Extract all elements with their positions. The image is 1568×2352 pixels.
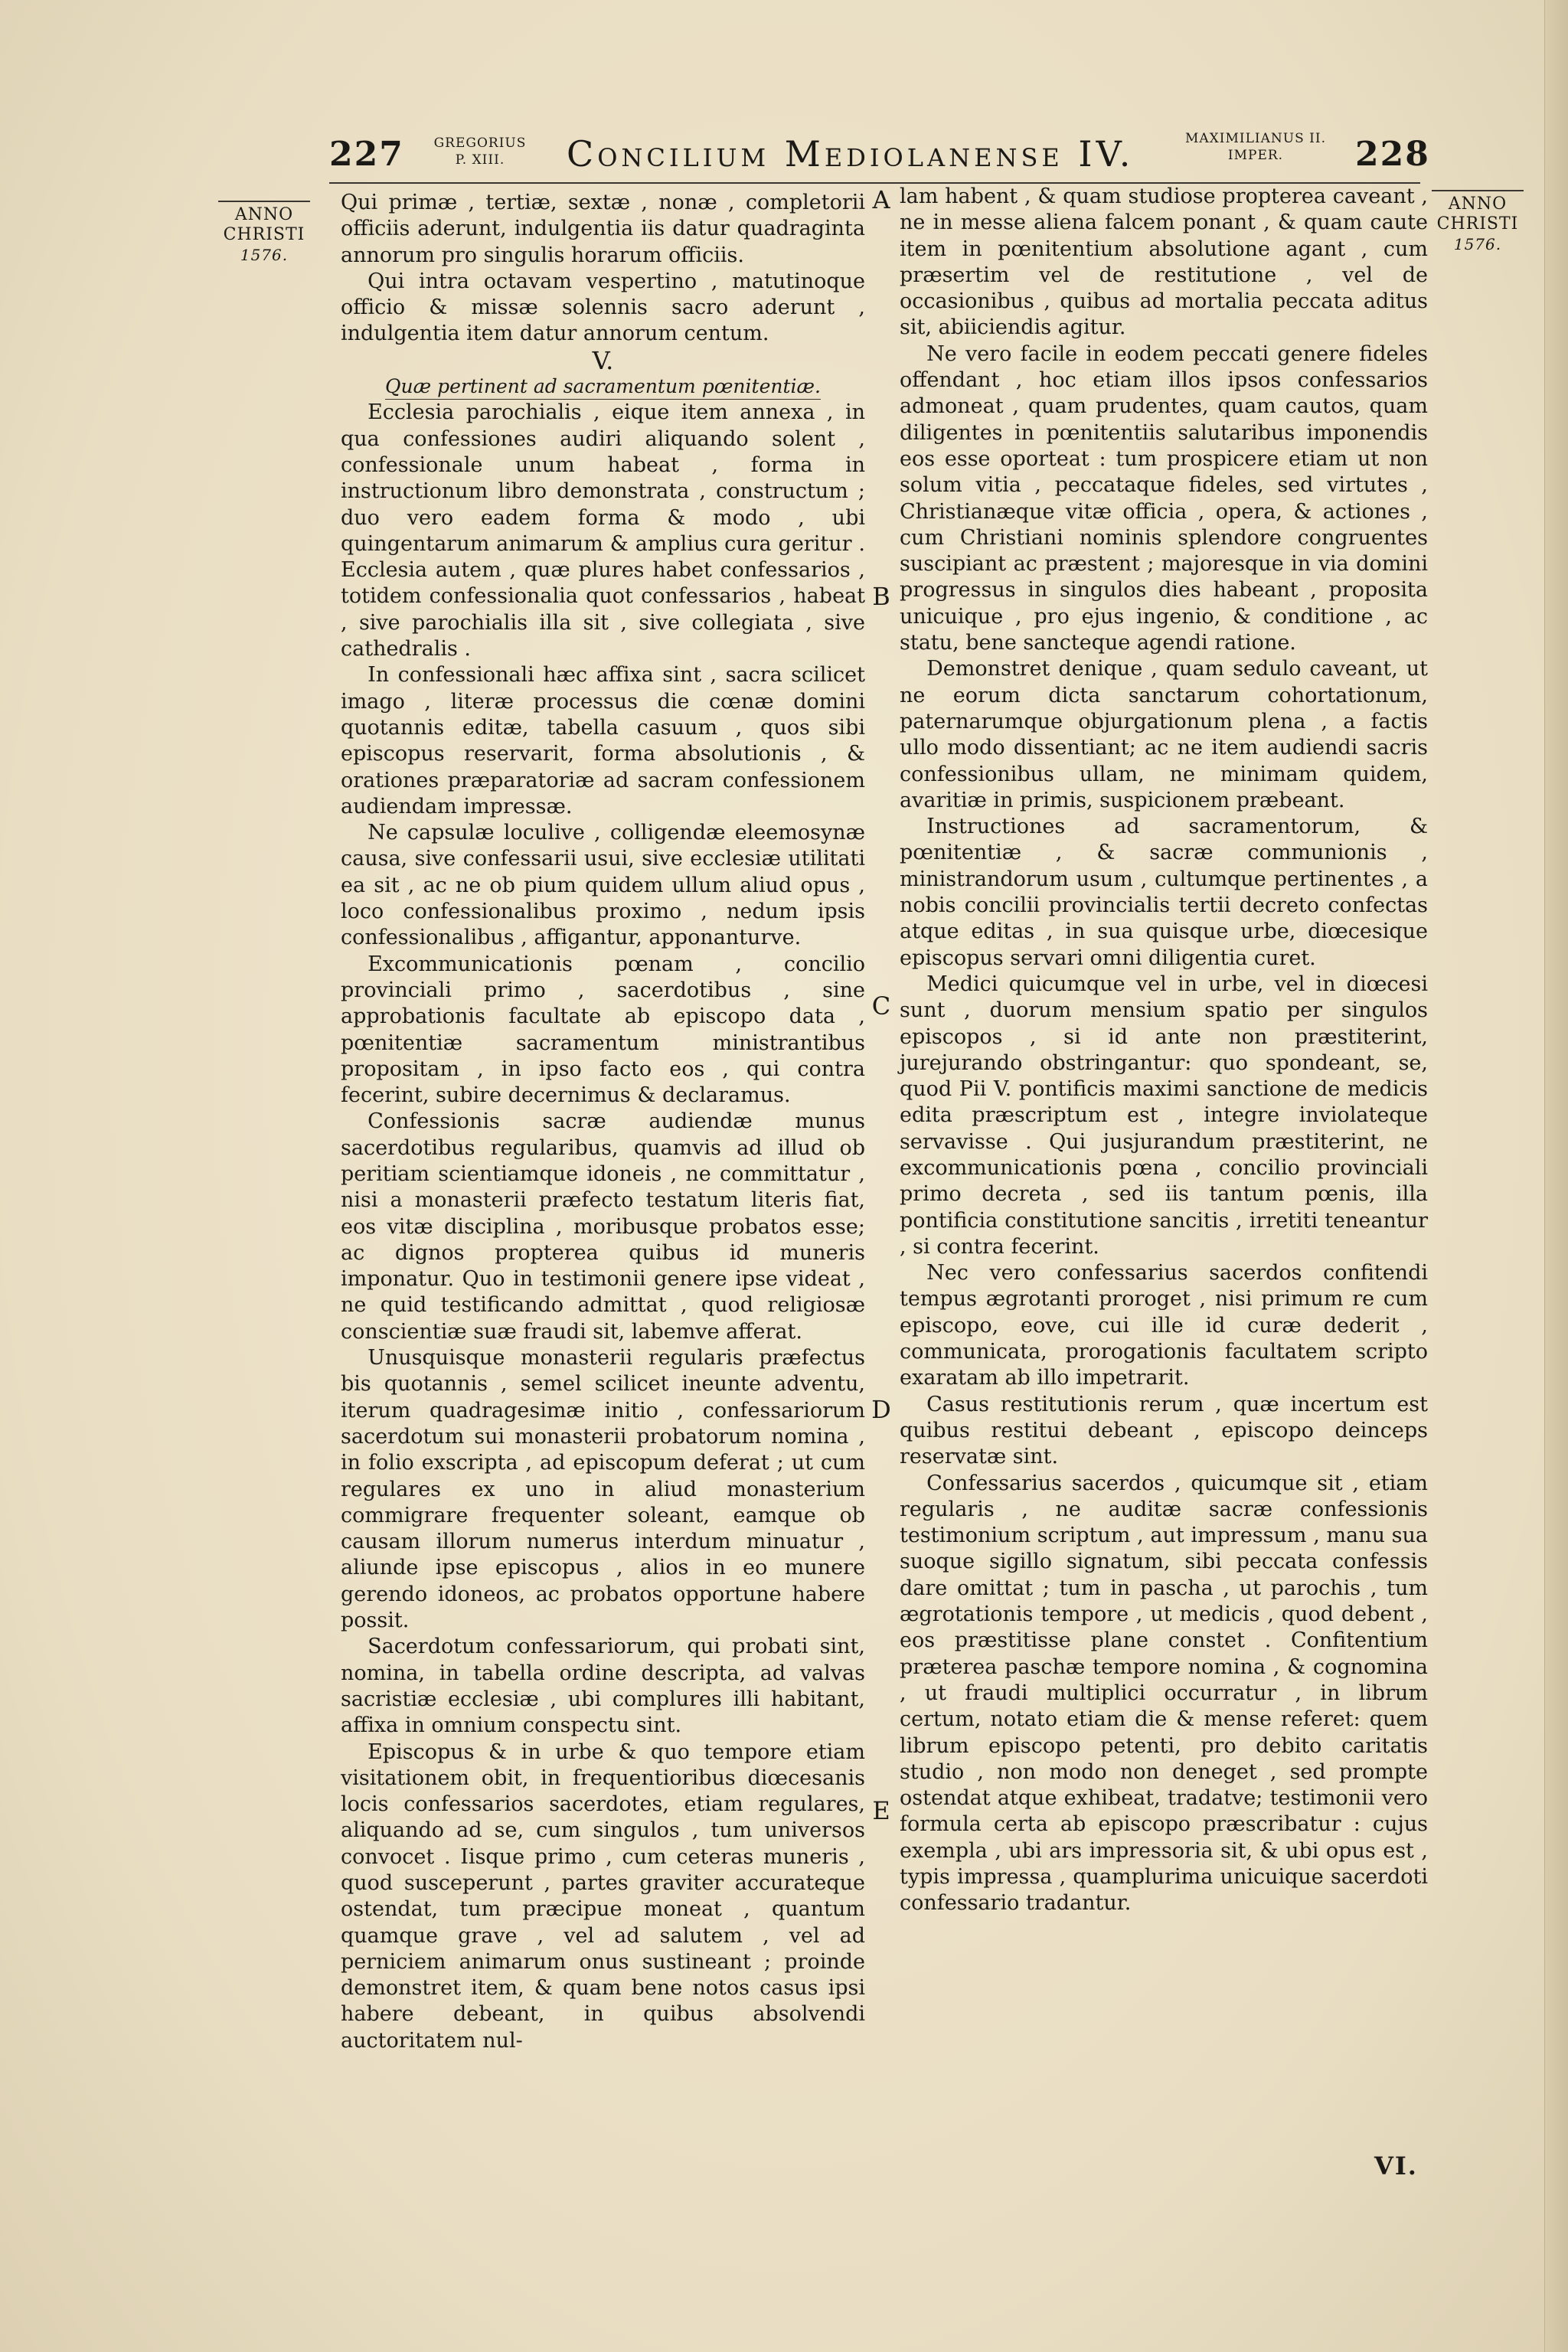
paragraph: Ne vero facile in eodem peccati genere fideles offendant , hoc etiam illos ipsos confessarios admoneat , quam prudentes, quam cautos, quam diligentes in pœnitentiis salutaribus imponendis eos esse oporteat : tum prospicere etiam ut non solum vitia , peccataque fideles, sed virtutes , Christianæque vitæ officia , opera, & actiones , cum Christiani nominis splendore congruentes suscipiant ac præstent ; majoresque in via domini progressus in singulos dies habeant , proposita unicuique , pro ejus ingenio, & conditione , ac statu, bene sancteque agendi ratione. bbox=[900, 341, 1428, 655]
catchword: VI. bbox=[1374, 2151, 1418, 2180]
paragraph: Qui intra octavam vespertino , matutinoque officio & missæ solennis sacro aderunt , indulgentia item datur annorum centum. bbox=[341, 269, 865, 346]
header-pope-number: P. XIII. bbox=[455, 152, 505, 168]
paragraph: Excommunicationis pœnam , concilio provinciali primo , sacerdotibus , sine approbationis facultate ab episcopo data , pœnitentiæ sacramentum ministrantibus propositam , in ipso facto eos , qui contra fecerint, subire decernimus & declaramus. bbox=[341, 952, 865, 1108]
paragraph: In confessionali hæc affixa sint , sacra scilicet imago , literæ processus die cœnæ domini quotannis editæ, tabella casuum , quos sibi episcopus reservarit, forma absolutionis , & orationes præparatoriæ ad sacram confessionem audiendam impressæ. bbox=[341, 663, 865, 818]
section-number: V. bbox=[592, 345, 614, 375]
section-title bbox=[341, 374, 865, 400]
header-title: Concilium Mediolanense IV. bbox=[567, 133, 1135, 175]
margin-anno: ANNO bbox=[1448, 194, 1508, 214]
header-emperor-title: IMPER. bbox=[1227, 148, 1284, 163]
header-pope-name: GREGORIUS bbox=[433, 136, 527, 151]
section-title-text: Quæ pertinent ad sacramentum pœnitentiæ. bbox=[385, 375, 821, 400]
page-number-right: 228 bbox=[1355, 135, 1430, 174]
section-marker-d: D bbox=[871, 1395, 891, 1424]
margin-christi: CHRISTI bbox=[1436, 214, 1519, 234]
paragraph: Episcopus & in urbe & quo tempore etiam visitationem obit, in frequentioribus diœcesanis locis confessarios sacerdotes, etiam regulares, aliquando ad se, cum singulos , tum universos convocet . Iisque primo , cum ceteras muneris , quod susceperunt , partes graviter accurateque ostendat, tum præcipue moneat , quantum quamque grave , vel ad salutem , vel ad perniciem animarum onus sustineant ; proinde demonstret item, & quam bene notos casus ipsi habere debeant, in quibus absolvendi auctoritatem nul- bbox=[341, 1740, 865, 2053]
paragraph: Unusquisque monasterii regularis præfectus bis quotannis , semel scilicet ineunte adventu, iterum quadragesimæ initio , confessariorum sacerdotum sui monasterii probatorum nomina , in folio exscripta , ad episcopum deferat ; ut cum regulares ex uno in aliud monasterium commigrare frequenter soleant, eamque ob causam illorum numerus interdum minuatur , aliunde ipse episcopus , alios in eo munere gerendo idoneos, ac probatos opportune habere possit. bbox=[341, 1346, 865, 1633]
paragraph: Demonstret denique , quam sedulo caveant, ut ne eorum dicta sanctarum cohortationum, paternarumque objurgationum plena , a factis ullo modo dissentiant; ac ne item audiendi sacris confessionibus ullam, ne minimam quidem, avaritiæ in primis, suspicionem præbeant. bbox=[900, 657, 1428, 812]
running-header bbox=[329, 129, 1430, 182]
right-column bbox=[900, 184, 1428, 1917]
paragraph: Ecclesia parochialis , eique item annexa , in qua confessiones audiri aliquando solent , confessionale unum habeat , forma in instructionum libro demonstrata , constructum ; duo vero eadem forma & modo , ubi quingentarum animarum & amplius cura geritur . Ecclesia autem , quæ plures habet confessarios , totidem confessionalia quot confessarios , habeat , sive parochialis illa sit , sive collegiata , sive cathedralis . bbox=[341, 400, 865, 662]
margin-anno: ANNO bbox=[234, 205, 294, 224]
paragraph: Qui primæ , tertiæ, sextæ , nonæ , completorii officiis aderunt, indulgentia iis datur quadraginta annorum pro singulis horarum officiis. bbox=[341, 191, 865, 267]
margin-year-right bbox=[1432, 190, 1524, 254]
paragraph: Casus restitutionis rerum , quæ incertum est quibus restitui debeant , episcopo deinceps reservatæ sint. bbox=[900, 1392, 1428, 1469]
section-marker-c: C bbox=[871, 991, 891, 1021]
paragraph: Sacerdotum confessariorum, qui probati sint, nomina, in tabella ordine descripta, ad valvas sacristiæ ecclesiæ , ubi complures illi habitant, affixa in omnium conspectu sint. bbox=[341, 1635, 865, 1738]
paragraph: Instructiones ad sacramentorum, & pœnitentiæ , & sacræ communionis , ministrandorum usum , cultumque pertinentes , a nobis concilii provincialis tertii decreto confectas atque editas , in sua quisque urbe, diœcesique episcopus servari omni diligentia curet. bbox=[900, 815, 1428, 970]
margin-year: 1576. bbox=[1453, 235, 1502, 253]
paragraph: Nec vero confessarius sacerdos confitendi tempus ægrotanti proroget , nisi primum re cum episcopo, eove, cui ille id curæ dederit , communicata, prorogationis facultatem scripto exaratam ab illo impetrarit. bbox=[900, 1261, 1428, 1390]
margin-year: 1576. bbox=[240, 246, 289, 264]
margin-christi: CHRISTI bbox=[223, 225, 305, 244]
paragraph: Confessionis sacræ audiendæ munus sacerdotibus regularibus, quamvis ad illud ob peritiam scientiamque idoneis , ne committatur , nisi a monasterii præfecto testatum literis fiat, eos vitæ disciplina , moribusque probatos esse; ac dignos propterea quibus id muneris imponatur. Quo in testimonii genere ipse videat , ne quid testificando admittat , quod religiosæ conscientiæ suæ fraudi sit, labemve afferat. bbox=[341, 1109, 865, 1344]
margin-year-left bbox=[218, 201, 310, 265]
paragraph: Ne capsulæ loculive , colligendæ eleemosynæ causa, sive confessarii usui, sive ecclesiæ utilitati ea sit , ac ne ob pium quidem ullum aliud opus , loco confessionalibus proximo , nedum ipsis confessionalibus , affigantur, apponanturve. bbox=[341, 821, 865, 950]
section-marker-a: A bbox=[872, 185, 890, 214]
header-pope bbox=[423, 135, 537, 168]
paragraph: Confessarius sacerdos , quicumque sit , etiam regularis , ne auditæ sacræ confessionis testimonium scriptum , aut impressum , manu sua suoque sigillo signatum, sibi peccata confessis dare omittat ; tum in pascha , ut parochis , tum ægrotationis tempore , ut medicis , quod debent , eos præstitisse plane constet . Confitentium præterea paschæ tempore nomina , & cognomina , ut fraudi multiplici occurratur , in librum certum, notato etiam die & mense referet: quem librum episcopo petenti, pro debito caritatis studio , non modo non deneget , sed prompte ostendat atque exhibeat, tradatve; testimonii vero formula certa ab episcopo præscribatur : cujus exempla , ubi ars impressoria sit, & ubi opus est , typis impressa , quamplurima unicuique sacerdoti confessario tradantur. bbox=[900, 1471, 1428, 1916]
facing-page-edge bbox=[1544, 0, 1568, 2352]
page-number-left: 227 bbox=[329, 135, 404, 174]
section-marker-e: E bbox=[872, 1796, 890, 1825]
paragraph: lam habent , & quam studiose propterea caveant , ne in messe aliena falcem ponant , & quam caute item in pœnitentium absolutione agant , cum præsertim vel de restitutione , vel de occasionibus , quibus ad mortalia peccata aditus sit, abiiciendis agitur. bbox=[900, 185, 1428, 340]
left-column bbox=[341, 190, 865, 2054]
paragraph: Medici quicumque vel in urbe, vel in diœcesi sunt , duorum mensium spatio per singulos episcopos , si id ante non præstiterint, jurejurando obstringantur: quo spondeant, se, quod Pii V. pontificis maximi sanctione de medicis edita præscriptum est , integre inviolateque servavisse . Qui jusjurandum præstiterint, ne excommunicationis pœna , concilio provinciali primo decreta , sed iis tantum pœnis, illa pontificia constitutione sancitis , irretiti teneantur , si contra fecerint. bbox=[900, 972, 1428, 1259]
header-emperor-name: MAXIMILIANUS II. bbox=[1185, 131, 1326, 146]
header-emperor bbox=[1156, 130, 1355, 164]
section-marker-b: B bbox=[872, 582, 890, 611]
